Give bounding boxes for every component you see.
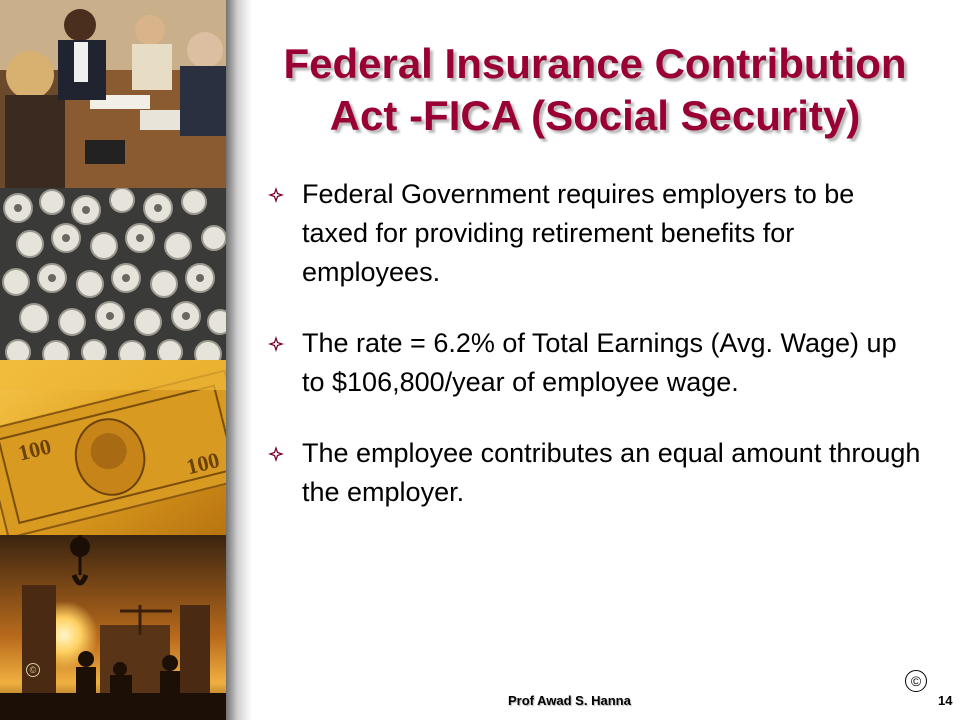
- slide-number: 14: [938, 693, 953, 708]
- diamond-bullet-icon: [268, 187, 284, 203]
- svg-text:100: 100: [183, 447, 222, 480]
- slide-title: [240, 38, 950, 142]
- dollar-bills-photo: [0, 360, 226, 535]
- bullet-text: Federal Government requires employers to be taxed for providing retirement benefits for employees.: [302, 179, 855, 287]
- bullet-text: The rate = 6.2% of Total Earnings (Avg. Wage) up to $106,800/year of employee wage.: [302, 328, 897, 397]
- bullet-list: [266, 175, 926, 544]
- slide-title-line-1: Federal Insurance Contribution: [283, 40, 907, 87]
- diamond-bullet-icon: [268, 336, 284, 352]
- blueprint-rolls-photo: [0, 188, 226, 360]
- diamond-bullet-icon: [268, 446, 284, 462]
- photo-copyright-mark: ©: [26, 663, 40, 677]
- business-meeting-photo: [0, 0, 226, 188]
- bullet-item: [266, 175, 926, 292]
- construction-sunset-photo: [0, 535, 226, 720]
- bullet-item: [266, 324, 926, 402]
- copyright-symbol: ©: [905, 670, 927, 692]
- footer-author: Prof Awad S. Hanna: [508, 693, 631, 708]
- bullet-item: [266, 434, 926, 512]
- slide-title-line-2: Act -FICA (Social Security): [329, 92, 861, 139]
- photo-strip: [0, 0, 226, 720]
- svg-text:100: 100: [15, 433, 54, 466]
- bullet-text: The employee contributes an equal amount through the employer.: [302, 438, 921, 507]
